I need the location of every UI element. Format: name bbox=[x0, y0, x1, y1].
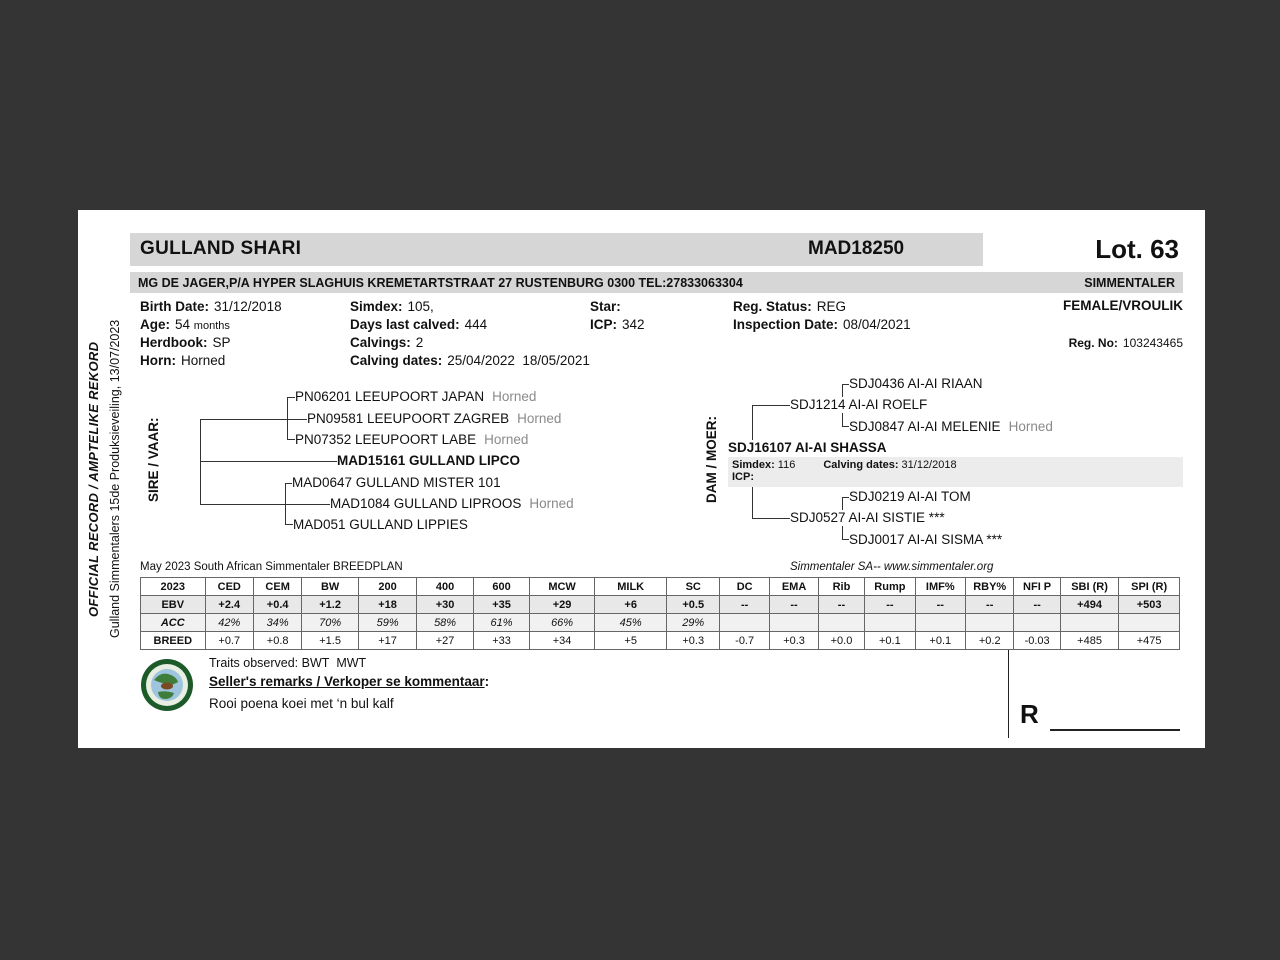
bp-value-cell: +0.1 bbox=[865, 632, 915, 650]
bp-value-cell: +17 bbox=[358, 632, 417, 650]
seller-remark-text: Rooi poena koei met ‘n bul kalf bbox=[209, 696, 394, 711]
bp-value-cell bbox=[1014, 614, 1060, 632]
bp-acc-row bbox=[141, 614, 1180, 632]
price-blank-line bbox=[1050, 707, 1180, 731]
bp-header-cell: SPI (R) bbox=[1119, 578, 1180, 596]
pedigree-node-sire-gs bbox=[307, 411, 564, 427]
sire-side-label: SIRE / VAAR: bbox=[146, 417, 161, 503]
bp-value-cell: +0.4 bbox=[253, 596, 301, 614]
bp-value-cell bbox=[966, 614, 1014, 632]
star-label: Star: bbox=[590, 299, 621, 314]
bp-header-cell: 200 bbox=[358, 578, 417, 596]
bp-value-cell: -- bbox=[818, 596, 864, 614]
pedigree-node-sire: MAD15161 GULLAND LIPCO bbox=[337, 453, 523, 469]
bp-value-cell bbox=[915, 614, 965, 632]
bp-value-cell: +5 bbox=[594, 632, 667, 650]
bp-value-cell: 42% bbox=[205, 614, 253, 632]
pedigree-node-sire-gd-sire: MAD0647 GULLAND MISTER 101 bbox=[292, 475, 504, 491]
bp-value-cell: -- bbox=[1014, 596, 1060, 614]
bp-value-cell: +0.3 bbox=[770, 632, 818, 650]
bp-value-cell: -- bbox=[915, 596, 965, 614]
dam-icp-label: ICP: bbox=[732, 471, 754, 483]
bp-header-cell: Rump bbox=[865, 578, 915, 596]
bp-ebv-row bbox=[141, 596, 1180, 614]
sale-event-sidetext: Gulland Simmentalers 15de Produksieveiling, 13/07/2023 bbox=[108, 319, 122, 639]
dam-simdex-label: Simdex: bbox=[732, 459, 775, 471]
bp-header-cell: 2023 bbox=[141, 578, 206, 596]
days-last-calved-label: Days last calved: bbox=[350, 317, 460, 332]
pedigree-line bbox=[200, 461, 337, 462]
animal-name-text: MAD1084 GULLAND LIPROOS bbox=[330, 496, 522, 511]
bp-value-cell: +1.5 bbox=[302, 632, 358, 650]
breed-name: SIMMENTALER bbox=[1084, 275, 1175, 290]
bp-header-cell: NFI P bbox=[1014, 578, 1060, 596]
breeder-logo bbox=[140, 658, 194, 712]
reg-no-label: Reg. No: bbox=[1068, 336, 1118, 350]
horned-tag: Horned bbox=[517, 411, 562, 426]
seller-remarks-heading-text: Seller's remarks / Verkoper se kommentaar bbox=[209, 674, 485, 689]
pedigree-line bbox=[200, 504, 330, 505]
bp-value-cell bbox=[818, 614, 864, 632]
horn-label: Horn: bbox=[140, 353, 176, 368]
age-unit: months bbox=[193, 320, 230, 332]
age-label: Age: bbox=[140, 317, 170, 332]
seller-remarks-heading bbox=[209, 674, 489, 689]
bp-value-cell: +475 bbox=[1119, 632, 1180, 650]
bp-row-label: ACC bbox=[141, 614, 206, 632]
bp-header-cell: MCW bbox=[530, 578, 595, 596]
dam-details-bar bbox=[728, 457, 1183, 487]
bp-header-cell: SBI (R) bbox=[1060, 578, 1119, 596]
bp-value-cell: +34 bbox=[530, 632, 595, 650]
bp-header-cell: Rib bbox=[818, 578, 864, 596]
pedigree-line bbox=[752, 405, 790, 406]
days-last-calved-value: 444 bbox=[464, 317, 488, 332]
registration-id: MAD18250 bbox=[808, 238, 905, 259]
animal-name-text: PN07352 LEEUPOORT LABE bbox=[295, 432, 477, 447]
calving-dates-value: 25/04/2022 18/05/2021 bbox=[447, 353, 590, 368]
bp-value-cell: 70% bbox=[302, 614, 358, 632]
bp-value-cell: +0.8 bbox=[253, 632, 301, 650]
bp-header-cell: IMF% bbox=[915, 578, 965, 596]
bp-header-cell: RBY% bbox=[966, 578, 1014, 596]
bp-row-label: EBV bbox=[141, 596, 206, 614]
owner-address: MG DE JAGER,P/A HYPER SLAGHUIS KREMETARTSTRAAT 27 RUSTENBURG 0300 TEL:27833063304 bbox=[138, 275, 743, 290]
bp-value-cell: +0.7 bbox=[205, 632, 253, 650]
horned-tag: Horned bbox=[1008, 419, 1053, 434]
bp-value-cell: +503 bbox=[1119, 596, 1180, 614]
bp-header-cell: DC bbox=[719, 578, 769, 596]
breedplan-source: Simmentaler SA-- www.simmentaler.org bbox=[790, 561, 994, 573]
herdbook-label: Herdbook: bbox=[140, 335, 208, 350]
pedigree-node-sire-gd bbox=[330, 496, 577, 512]
bp-value-cell: +29 bbox=[530, 596, 595, 614]
bp-header-row bbox=[141, 578, 1180, 596]
pedigree-node-dam-gs-sire: SDJ0436 AI-AI RIAAN bbox=[849, 376, 986, 392]
sex-badge: FEMALE/VROULIK bbox=[1063, 298, 1183, 313]
bp-value-cell: -- bbox=[966, 596, 1014, 614]
bp-value-cell: +0.2 bbox=[966, 632, 1014, 650]
price-box-divider bbox=[1008, 650, 1009, 738]
bp-value-cell bbox=[770, 614, 818, 632]
pedigree-node-dam-gs-dam bbox=[849, 419, 1056, 435]
calvings-value: 2 bbox=[415, 335, 424, 350]
pedigree-line bbox=[752, 518, 790, 519]
pedigree-node-sire-gs-dam bbox=[295, 432, 531, 448]
bp-header-cell: 600 bbox=[473, 578, 529, 596]
bp-value-cell: +35 bbox=[473, 596, 529, 614]
bp-value-cell: +0.5 bbox=[667, 596, 719, 614]
traits-observed: Traits observed: BWT MWT bbox=[209, 656, 367, 670]
reg-status-value: REG bbox=[816, 299, 847, 314]
simdex-label: Simdex: bbox=[350, 299, 403, 314]
horn-value: Horned bbox=[181, 353, 226, 368]
dam-simdex-value: 116 bbox=[777, 459, 796, 471]
pedigree-node-dam-gd: SDJ0527 AI-AI SISTIE *** bbox=[790, 510, 948, 526]
calvings-label: Calvings: bbox=[350, 335, 411, 350]
bp-value-cell: 59% bbox=[358, 614, 417, 632]
breedplan-caption bbox=[140, 561, 1180, 575]
pedigree-node-sire-gd-dam: MAD051 GULLAND LIPPIES bbox=[293, 517, 471, 533]
bp-value-cell: -- bbox=[865, 596, 915, 614]
bp-value-cell: -0.03 bbox=[1014, 632, 1060, 650]
horned-tag: Horned bbox=[484, 432, 529, 447]
bp-header-cell: SC bbox=[667, 578, 719, 596]
dam-details-line1 bbox=[732, 459, 1179, 471]
bp-value-cell: 45% bbox=[594, 614, 667, 632]
birth-date-value: 31/12/2018 bbox=[214, 299, 282, 314]
bp-row-label: BREED bbox=[141, 632, 206, 650]
bp-value-cell bbox=[719, 614, 769, 632]
bp-value-cell: +27 bbox=[417, 632, 473, 650]
bp-value-cell: 34% bbox=[253, 614, 301, 632]
dam-calving-value: 31/12/2018 bbox=[901, 459, 957, 471]
animal-name-text: SDJ0847 AI-AI MELENIE bbox=[849, 419, 1001, 434]
icp-label: ICP: bbox=[590, 317, 617, 332]
pedigree-node-dam-gd-dam: SDJ0017 AI-AI SISMA *** bbox=[849, 532, 1005, 548]
seller-remarks-colon: : bbox=[484, 674, 490, 689]
bp-header-cell: EMA bbox=[770, 578, 818, 596]
birth-date-label: Birth Date: bbox=[140, 299, 210, 314]
bp-value-cell: +485 bbox=[1060, 632, 1119, 650]
pedigree-node-sire-gs-sire bbox=[295, 389, 539, 405]
currency-symbol: R bbox=[1020, 699, 1039, 729]
simdex-value: 105, bbox=[407, 299, 434, 314]
horned-tag: Horned bbox=[492, 389, 537, 404]
reg-status-label: Reg. Status: bbox=[733, 299, 812, 314]
bp-value-cell: +0.3 bbox=[667, 632, 719, 650]
inspection-date-label: Inspection Date: bbox=[733, 317, 839, 332]
official-record-sidetext: OFFICIAL RECORD / AMPTELIKE REKORD bbox=[86, 341, 101, 617]
pedigree-node-dam: SDJ16107 AI-AI SHASSA bbox=[728, 440, 890, 456]
lot-number: Lot. 63 bbox=[1095, 234, 1179, 264]
bp-breed-row bbox=[141, 632, 1180, 650]
bp-value-cell: +30 bbox=[417, 596, 473, 614]
pedigree-line bbox=[200, 419, 307, 420]
bp-value-cell: +1.2 bbox=[302, 596, 358, 614]
bp-value-cell: 61% bbox=[473, 614, 529, 632]
bp-value-cell: +494 bbox=[1060, 596, 1119, 614]
calving-dates-label: Calving dates: bbox=[350, 353, 443, 368]
bp-value-cell: -- bbox=[770, 596, 818, 614]
reg-no-value: 103243465 bbox=[1122, 336, 1183, 350]
bp-value-cell: +2.4 bbox=[205, 596, 253, 614]
horned-tag: Horned bbox=[529, 496, 574, 511]
pedigree-node-dam-gs: SDJ1214 AI-AI ROELF bbox=[790, 397, 930, 413]
bp-value-cell: +0.1 bbox=[915, 632, 965, 650]
pedigree-node-dam-gd-sire: SDJ0219 AI-AI TOM bbox=[849, 489, 974, 505]
bp-value-cell: +33 bbox=[473, 632, 529, 650]
dam-side-label: DAM / MOER: bbox=[704, 416, 719, 504]
animal-name: GULLAND SHARI bbox=[140, 238, 302, 259]
bp-value-cell: +0.0 bbox=[818, 632, 864, 650]
dam-calving-label: Calving dates: bbox=[823, 459, 899, 471]
bp-header-cell: CEM bbox=[253, 578, 301, 596]
animal-name-text: PN09581 LEEUPOORT ZAGREB bbox=[307, 411, 510, 426]
bp-value-cell: +18 bbox=[358, 596, 417, 614]
bp-header-cell: BW bbox=[302, 578, 358, 596]
bp-header-cell: CED bbox=[205, 578, 253, 596]
breedplan-table bbox=[140, 577, 1180, 650]
catalog-card bbox=[78, 210, 1205, 748]
icp-value: 342 bbox=[622, 317, 645, 332]
bp-value-cell bbox=[865, 614, 915, 632]
bp-value-cell: +6 bbox=[594, 596, 667, 614]
age-value: 54 bbox=[175, 317, 191, 332]
inspection-date-value: 08/04/2021 bbox=[843, 317, 911, 332]
animal-name-text: PN06201 LEEUPOORT JAPAN bbox=[295, 389, 485, 404]
bp-value-cell: 66% bbox=[530, 614, 595, 632]
bp-value-cell: -0.7 bbox=[719, 632, 769, 650]
bp-value-cell: -- bbox=[719, 596, 769, 614]
bp-header-cell: 400 bbox=[417, 578, 473, 596]
bp-value-cell: 58% bbox=[417, 614, 473, 632]
herdbook-value: SP bbox=[212, 335, 231, 350]
bp-value-cell bbox=[1119, 614, 1180, 632]
breedplan-title: May 2023 South African Simmentaler BREEDPLAN bbox=[140, 561, 403, 573]
bp-value-cell: 29% bbox=[667, 614, 719, 632]
bp-value-cell bbox=[1060, 614, 1119, 632]
dam-details-line2 bbox=[732, 471, 1179, 483]
bp-header-cell: MILK bbox=[594, 578, 667, 596]
